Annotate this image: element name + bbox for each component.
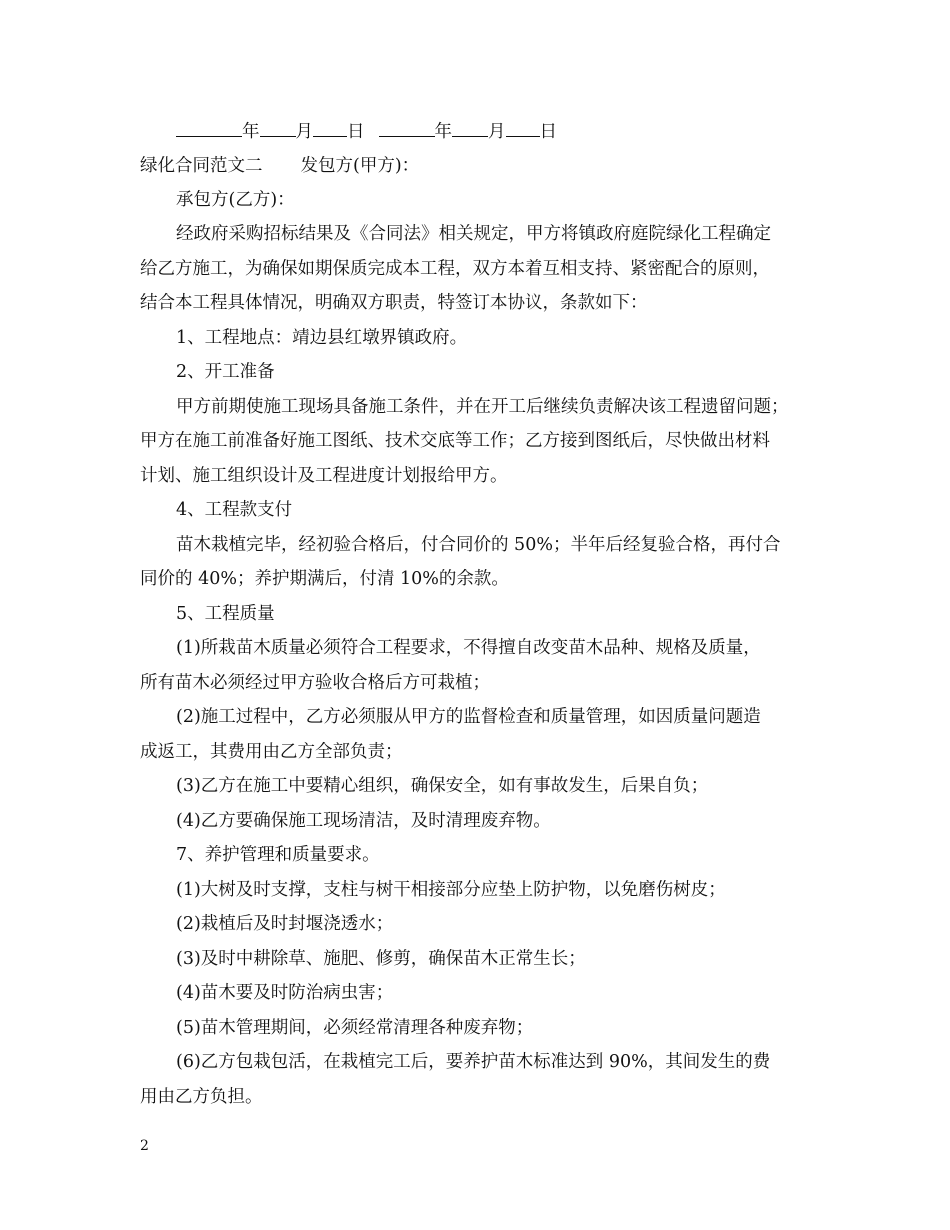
date-signature-line <box>176 120 557 143</box>
paragraph-line: 所有苗木必须经过甲方验收合格后方可栽植； <box>140 673 490 693</box>
paragraph-line: 给乙方施工，为确保如期保质完成本工程，双方本着互相支持、紧密配合的原则， <box>140 259 770 279</box>
paragraph-line: (2)栽植后及时封堰浇透水； <box>176 914 394 934</box>
day-blank-2 <box>506 120 540 137</box>
clause-heading: 5、工程质量 <box>176 604 275 624</box>
month-blank-2 <box>452 120 488 137</box>
paragraph-line: 经政府采购招标结果及《合同法》相关规定，甲方将镇政府庭院绿化工程确定 <box>176 224 771 244</box>
paragraph-line: 结合本工程具体情况，明确双方职责，特签订本协议，条款如下： <box>140 293 648 313</box>
year-label: 年 <box>434 122 452 142</box>
paragraph-line: 同价的 40%；养护期满后，付清 10%的余款。 <box>140 569 509 589</box>
page-number: 2 <box>140 1138 149 1154</box>
title-line <box>140 155 820 177</box>
clause-heading: 7、养护管理和质量要求。 <box>176 845 380 865</box>
paragraph-line: (4)乙方要确保施工现场清洁，及时清理废弃物。 <box>176 811 551 831</box>
paragraph-line: (3)及时中耕除草、施肥、修剪，确保苗木正常生长； <box>176 949 586 969</box>
paragraph-line: 计划、施工组织设计及工程进度计划报给甲方。 <box>140 466 508 486</box>
paragraph-line: (3)乙方在施工中要精心组织，确保安全，如有事故发生，后果自负； <box>176 776 709 796</box>
clause-heading: 2、开工准备 <box>176 362 275 382</box>
party-a-label: 发包方(甲方)： <box>300 156 420 176</box>
paragraph-line: (1)所栽苗木质量必须符合工程要求，不得擅自改变苗木品种、规格及质量， <box>176 638 761 658</box>
day-blank-1 <box>313 120 347 137</box>
year-label: 年 <box>242 122 260 142</box>
year-blank-1 <box>176 120 242 137</box>
paragraph-line: 甲方在施工前准备好施工图纸、技术交底等工作；乙方接到图纸后，尽快做出材料 <box>140 431 770 451</box>
year-blank-2 <box>379 120 435 137</box>
document-title: 绿化合同范文二 <box>140 156 263 176</box>
paragraph-line: (6)乙方包栽包活，在栽植完工后，要养护苗木标准达到 90%，其间发生的费 <box>176 1052 771 1072</box>
paragraph-line: (5)苗木管理期间，必须经常清理各种废弃物； <box>176 1018 534 1038</box>
paragraph-line: (4)苗木要及时防治病虫害； <box>176 983 394 1003</box>
month-label: 月 <box>295 122 313 142</box>
day-label: 日 <box>539 122 557 142</box>
paragraph-line: 成返工，其费用由乙方全部负责； <box>140 742 403 762</box>
clause-heading: 4、工程款支付 <box>176 500 293 520</box>
paragraph-line: (1)大树及时支撑，支柱与树干相接部分应垫上防护物，以免磨伤树皮； <box>176 880 726 900</box>
clause-heading: 1、工程地点：靖边县红墩界镇政府。 <box>176 328 468 348</box>
paragraph-line: 苗木栽植完毕，经初验合格后，付合同价的 50%；半年后经复验合格，再付合 <box>176 535 781 555</box>
party-b-line: 承包方(乙方)： <box>176 190 295 210</box>
paragraph-line: 甲方前期使施工现场具备施工条件，并在开工后继续负责解决该工程遗留问题； <box>176 397 789 417</box>
paragraph-line: 用由乙方负担。 <box>140 1087 263 1107</box>
paragraph-line: (2)施工过程中，乙方必须服从甲方的监督检查和质量管理，如因质量问题造 <box>176 707 761 727</box>
month-label: 月 <box>488 122 506 142</box>
month-blank-1 <box>260 120 296 137</box>
day-label: 日 <box>347 122 365 142</box>
